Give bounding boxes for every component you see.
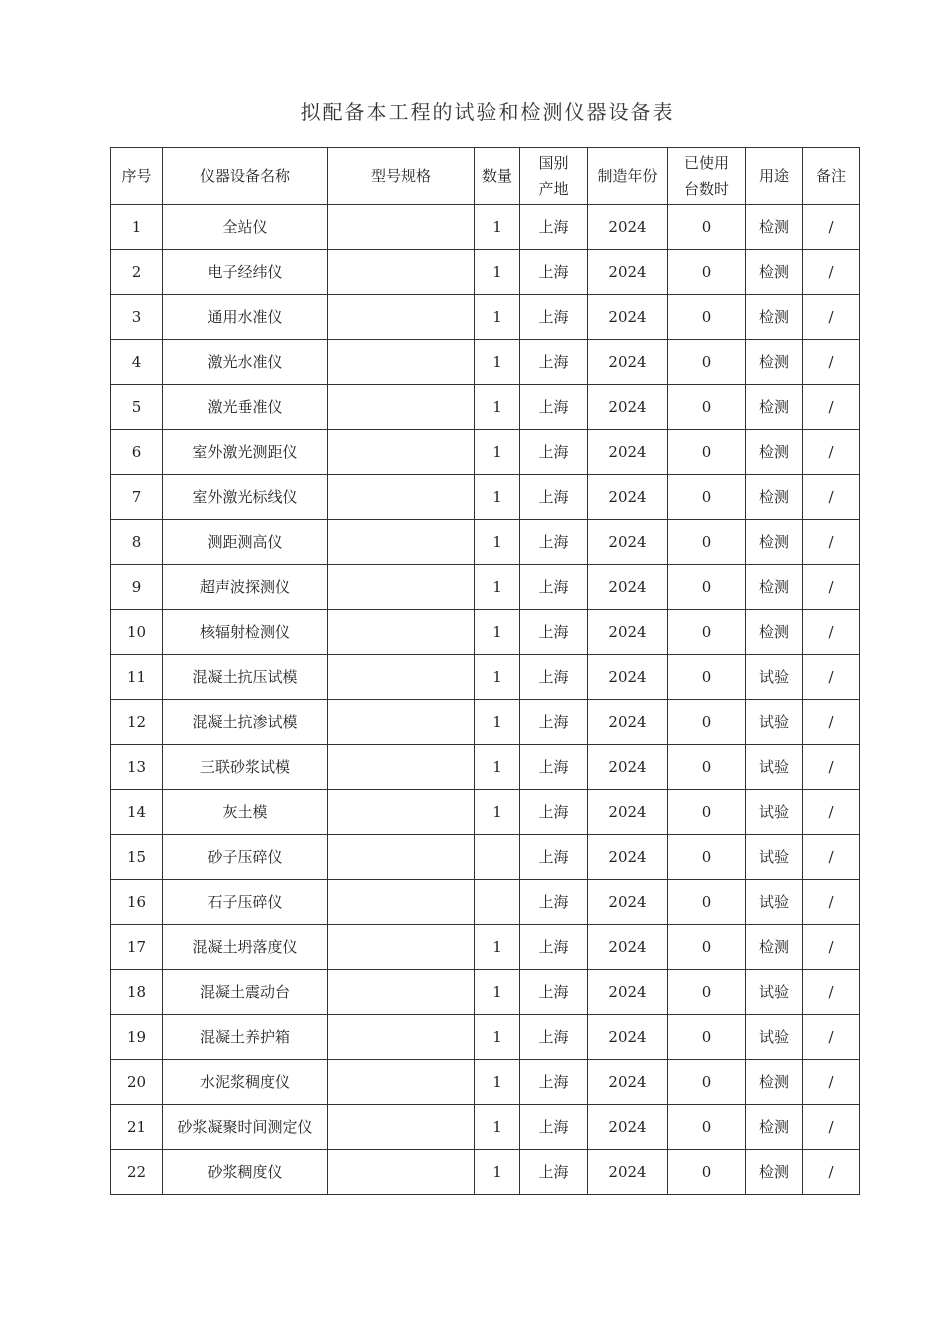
cell-year: 2024 xyxy=(588,475,668,520)
cell-year: 2024 xyxy=(588,700,668,745)
cell-seq: 9 xyxy=(111,565,163,610)
cell-model xyxy=(328,475,475,520)
cell-year: 2024 xyxy=(588,835,668,880)
cell-name: 核辐射检测仪 xyxy=(163,610,328,655)
cell-qty: 1 xyxy=(475,520,520,565)
cell-hours: 0 xyxy=(668,745,746,790)
cell-origin: 上海 xyxy=(520,565,588,610)
table-row xyxy=(111,250,860,295)
cell-use: 试验 xyxy=(746,880,803,925)
cell-origin: 上海 xyxy=(520,880,588,925)
cell-year: 2024 xyxy=(588,250,668,295)
cell-year: 2024 xyxy=(588,970,668,1015)
header-note: 备注 xyxy=(803,148,860,205)
cell-use: 试验 xyxy=(746,970,803,1015)
cell-year: 2024 xyxy=(588,1105,668,1150)
cell-origin: 上海 xyxy=(520,430,588,475)
table-row xyxy=(111,655,860,700)
cell-hours: 0 xyxy=(668,340,746,385)
document-title: 拟配备本工程的试验和检测仪器设备表 xyxy=(300,100,675,124)
cell-model xyxy=(328,655,475,700)
cell-seq: 19 xyxy=(111,1015,163,1060)
cell-name: 激光水准仪 xyxy=(163,340,328,385)
cell-year: 2024 xyxy=(588,655,668,700)
cell-name: 砂子压碎仪 xyxy=(163,835,328,880)
cell-note: / xyxy=(803,835,860,880)
cell-name: 混凝土养护箱 xyxy=(163,1015,328,1060)
cell-model xyxy=(328,880,475,925)
cell-name: 灰土模 xyxy=(163,790,328,835)
cell-note: / xyxy=(803,250,860,295)
cell-year: 2024 xyxy=(588,925,668,970)
header-hours-line1: 已使用 xyxy=(683,154,729,172)
cell-year: 2024 xyxy=(588,430,668,475)
cell-hours: 0 xyxy=(668,385,746,430)
cell-qty: 1 xyxy=(475,1105,520,1150)
cell-seq: 18 xyxy=(111,970,163,1015)
cell-name: 混凝土抗渗试模 xyxy=(163,700,328,745)
cell-model xyxy=(328,970,475,1015)
cell-note: / xyxy=(803,790,860,835)
cell-name: 砂浆凝聚时间测定仪 xyxy=(163,1105,328,1150)
cell-hours: 0 xyxy=(668,250,746,295)
table-row xyxy=(111,610,860,655)
cell-year: 2024 xyxy=(588,205,668,250)
table-row xyxy=(111,1150,860,1195)
cell-year: 2024 xyxy=(588,610,668,655)
table-row xyxy=(111,745,860,790)
cell-seq: 15 xyxy=(111,835,163,880)
cell-origin: 上海 xyxy=(520,1015,588,1060)
cell-use: 检测 xyxy=(746,475,803,520)
cell-year: 2024 xyxy=(588,745,668,790)
cell-origin: 上海 xyxy=(520,1150,588,1195)
cell-note: / xyxy=(803,205,860,250)
table-header-row xyxy=(111,148,860,205)
cell-year: 2024 xyxy=(588,520,668,565)
cell-note: / xyxy=(803,880,860,925)
cell-model xyxy=(328,1105,475,1150)
cell-origin: 上海 xyxy=(520,340,588,385)
cell-seq: 1 xyxy=(111,205,163,250)
cell-name: 电子经纬仪 xyxy=(163,250,328,295)
cell-hours: 0 xyxy=(668,790,746,835)
cell-year: 2024 xyxy=(588,1150,668,1195)
cell-name: 室外激光标线仪 xyxy=(163,475,328,520)
cell-origin: 上海 xyxy=(520,520,588,565)
cell-note: / xyxy=(803,1060,860,1105)
cell-note: / xyxy=(803,700,860,745)
cell-origin: 上海 xyxy=(520,250,588,295)
cell-seq: 2 xyxy=(111,250,163,295)
table-row xyxy=(111,430,860,475)
cell-note: / xyxy=(803,340,860,385)
cell-qty: 1 xyxy=(475,655,520,700)
cell-origin: 上海 xyxy=(520,385,588,430)
cell-qty: 1 xyxy=(475,700,520,745)
table-row xyxy=(111,1105,860,1150)
cell-seq: 20 xyxy=(111,1060,163,1105)
cell-qty: 1 xyxy=(475,205,520,250)
cell-hours: 0 xyxy=(668,205,746,250)
header-origin-line1: 国别 xyxy=(538,154,569,172)
cell-qty xyxy=(475,835,520,880)
cell-hours: 0 xyxy=(668,430,746,475)
cell-name: 超声波探测仪 xyxy=(163,565,328,610)
cell-name: 石子压碎仪 xyxy=(163,880,328,925)
cell-use: 检测 xyxy=(746,565,803,610)
cell-origin: 上海 xyxy=(520,925,588,970)
cell-model xyxy=(328,610,475,655)
cell-use: 试验 xyxy=(746,745,803,790)
cell-model xyxy=(328,745,475,790)
cell-model xyxy=(328,565,475,610)
cell-model xyxy=(328,925,475,970)
cell-hours: 0 xyxy=(668,295,746,340)
header-year: 制造年份 xyxy=(588,148,668,205)
table-row xyxy=(111,925,860,970)
cell-seq: 4 xyxy=(111,340,163,385)
cell-name: 混凝土震动台 xyxy=(163,970,328,1015)
table-row xyxy=(111,970,860,1015)
cell-qty: 1 xyxy=(475,745,520,790)
cell-name: 测距测高仪 xyxy=(163,520,328,565)
table-row xyxy=(111,295,860,340)
cell-model xyxy=(328,295,475,340)
table-row xyxy=(111,520,860,565)
table-row xyxy=(111,835,860,880)
cell-origin: 上海 xyxy=(520,655,588,700)
cell-hours: 0 xyxy=(668,700,746,745)
cell-use: 试验 xyxy=(746,1015,803,1060)
cell-note: / xyxy=(803,475,860,520)
cell-hours: 0 xyxy=(668,970,746,1015)
cell-qty: 1 xyxy=(475,970,520,1015)
cell-use: 检测 xyxy=(746,340,803,385)
header-name: 仪器设备名称 xyxy=(163,148,328,205)
cell-qty: 1 xyxy=(475,295,520,340)
cell-year: 2024 xyxy=(588,1060,668,1105)
cell-name: 激光垂准仪 xyxy=(163,385,328,430)
table-row xyxy=(111,880,860,925)
table-row xyxy=(111,1015,860,1060)
cell-note: / xyxy=(803,925,860,970)
cell-qty: 1 xyxy=(475,475,520,520)
cell-year: 2024 xyxy=(588,1015,668,1060)
cell-seq: 21 xyxy=(111,1105,163,1150)
header-origin xyxy=(520,148,588,205)
cell-note: / xyxy=(803,565,860,610)
cell-use: 检测 xyxy=(746,520,803,565)
cell-model xyxy=(328,205,475,250)
table-row xyxy=(111,475,860,520)
cell-origin: 上海 xyxy=(520,745,588,790)
header-hours xyxy=(668,148,746,205)
cell-model xyxy=(328,340,475,385)
cell-origin: 上海 xyxy=(520,835,588,880)
cell-name: 通用水准仪 xyxy=(163,295,328,340)
cell-hours: 0 xyxy=(668,835,746,880)
cell-note: / xyxy=(803,745,860,790)
table-row xyxy=(111,340,860,385)
cell-qty: 1 xyxy=(475,1060,520,1105)
cell-note: / xyxy=(803,1150,860,1195)
header-origin-line2: 产地 xyxy=(538,180,569,198)
cell-name: 室外激光测距仪 xyxy=(163,430,328,475)
cell-hours: 0 xyxy=(668,475,746,520)
cell-hours: 0 xyxy=(668,565,746,610)
table-row xyxy=(111,790,860,835)
cell-hours: 0 xyxy=(668,610,746,655)
cell-origin: 上海 xyxy=(520,1060,588,1105)
cell-seq: 14 xyxy=(111,790,163,835)
table-row xyxy=(111,1060,860,1105)
cell-model xyxy=(328,1015,475,1060)
cell-use: 检测 xyxy=(746,610,803,655)
cell-note: / xyxy=(803,655,860,700)
cell-qty: 1 xyxy=(475,1015,520,1060)
cell-origin: 上海 xyxy=(520,790,588,835)
cell-model xyxy=(328,835,475,880)
cell-seq: 12 xyxy=(111,700,163,745)
cell-qty xyxy=(475,880,520,925)
cell-model xyxy=(328,430,475,475)
cell-model xyxy=(328,385,475,430)
cell-seq: 10 xyxy=(111,610,163,655)
cell-use: 检测 xyxy=(746,205,803,250)
table-row xyxy=(111,565,860,610)
cell-model xyxy=(328,1060,475,1105)
cell-qty: 1 xyxy=(475,1150,520,1195)
cell-hours: 0 xyxy=(668,520,746,565)
cell-origin: 上海 xyxy=(520,475,588,520)
cell-use: 检测 xyxy=(746,295,803,340)
header-seq: 序号 xyxy=(111,148,163,205)
table-row xyxy=(111,205,860,250)
cell-seq: 22 xyxy=(111,1150,163,1195)
cell-name: 砂浆稠度仪 xyxy=(163,1150,328,1195)
cell-origin: 上海 xyxy=(520,610,588,655)
cell-qty: 1 xyxy=(475,430,520,475)
cell-seq: 17 xyxy=(111,925,163,970)
cell-year: 2024 xyxy=(588,880,668,925)
cell-origin: 上海 xyxy=(520,970,588,1015)
cell-origin: 上海 xyxy=(520,1105,588,1150)
cell-seq: 3 xyxy=(111,295,163,340)
cell-note: / xyxy=(803,520,860,565)
cell-use: 检测 xyxy=(746,1105,803,1150)
cell-name: 全站仪 xyxy=(163,205,328,250)
cell-seq: 11 xyxy=(111,655,163,700)
cell-hours: 0 xyxy=(668,1105,746,1150)
cell-use: 检测 xyxy=(746,925,803,970)
cell-year: 2024 xyxy=(588,385,668,430)
cell-name: 水泥浆稠度仪 xyxy=(163,1060,328,1105)
cell-qty: 1 xyxy=(475,610,520,655)
cell-seq: 8 xyxy=(111,520,163,565)
cell-note: / xyxy=(803,970,860,1015)
cell-use: 检测 xyxy=(746,1150,803,1195)
cell-use: 检测 xyxy=(746,430,803,475)
header-model: 型号规格 xyxy=(328,148,475,205)
cell-model xyxy=(328,790,475,835)
cell-year: 2024 xyxy=(588,565,668,610)
table-row xyxy=(111,385,860,430)
cell-note: / xyxy=(803,430,860,475)
cell-hours: 0 xyxy=(668,655,746,700)
cell-seq: 5 xyxy=(111,385,163,430)
cell-origin: 上海 xyxy=(520,295,588,340)
cell-use: 试验 xyxy=(746,700,803,745)
cell-origin: 上海 xyxy=(520,700,588,745)
cell-year: 2024 xyxy=(588,340,668,385)
cell-origin: 上海 xyxy=(520,205,588,250)
cell-model xyxy=(328,520,475,565)
cell-note: / xyxy=(803,610,860,655)
table-body xyxy=(111,205,860,1195)
cell-qty: 1 xyxy=(475,790,520,835)
cell-note: / xyxy=(803,385,860,430)
header-use: 用途 xyxy=(746,148,803,205)
cell-qty: 1 xyxy=(475,925,520,970)
cell-qty: 1 xyxy=(475,250,520,295)
cell-use: 检测 xyxy=(746,385,803,430)
cell-seq: 13 xyxy=(111,745,163,790)
cell-seq: 7 xyxy=(111,475,163,520)
cell-use: 试验 xyxy=(746,835,803,880)
cell-year: 2024 xyxy=(588,295,668,340)
cell-note: / xyxy=(803,1105,860,1150)
cell-hours: 0 xyxy=(668,1060,746,1105)
cell-qty: 1 xyxy=(475,340,520,385)
cell-note: / xyxy=(803,1015,860,1060)
cell-model xyxy=(328,700,475,745)
cell-year: 2024 xyxy=(588,790,668,835)
cell-use: 检测 xyxy=(746,250,803,295)
equipment-table xyxy=(110,147,860,1195)
cell-seq: 16 xyxy=(111,880,163,925)
cell-name: 三联砂浆试模 xyxy=(163,745,328,790)
cell-hours: 0 xyxy=(668,1150,746,1195)
table-row xyxy=(111,700,860,745)
cell-seq: 6 xyxy=(111,430,163,475)
cell-use: 试验 xyxy=(746,655,803,700)
cell-name: 混凝土抗压试模 xyxy=(163,655,328,700)
cell-use: 试验 xyxy=(746,790,803,835)
cell-hours: 0 xyxy=(668,925,746,970)
header-hours-line2: 台数时 xyxy=(683,180,729,198)
header-qty: 数量 xyxy=(475,148,520,205)
cell-name: 混凝土坍落度仪 xyxy=(163,925,328,970)
cell-qty: 1 xyxy=(475,385,520,430)
cell-hours: 0 xyxy=(668,1015,746,1060)
cell-model xyxy=(328,1150,475,1195)
cell-note: / xyxy=(803,295,860,340)
cell-use: 检测 xyxy=(746,1060,803,1105)
cell-model xyxy=(328,250,475,295)
cell-qty: 1 xyxy=(475,565,520,610)
cell-hours: 0 xyxy=(668,880,746,925)
